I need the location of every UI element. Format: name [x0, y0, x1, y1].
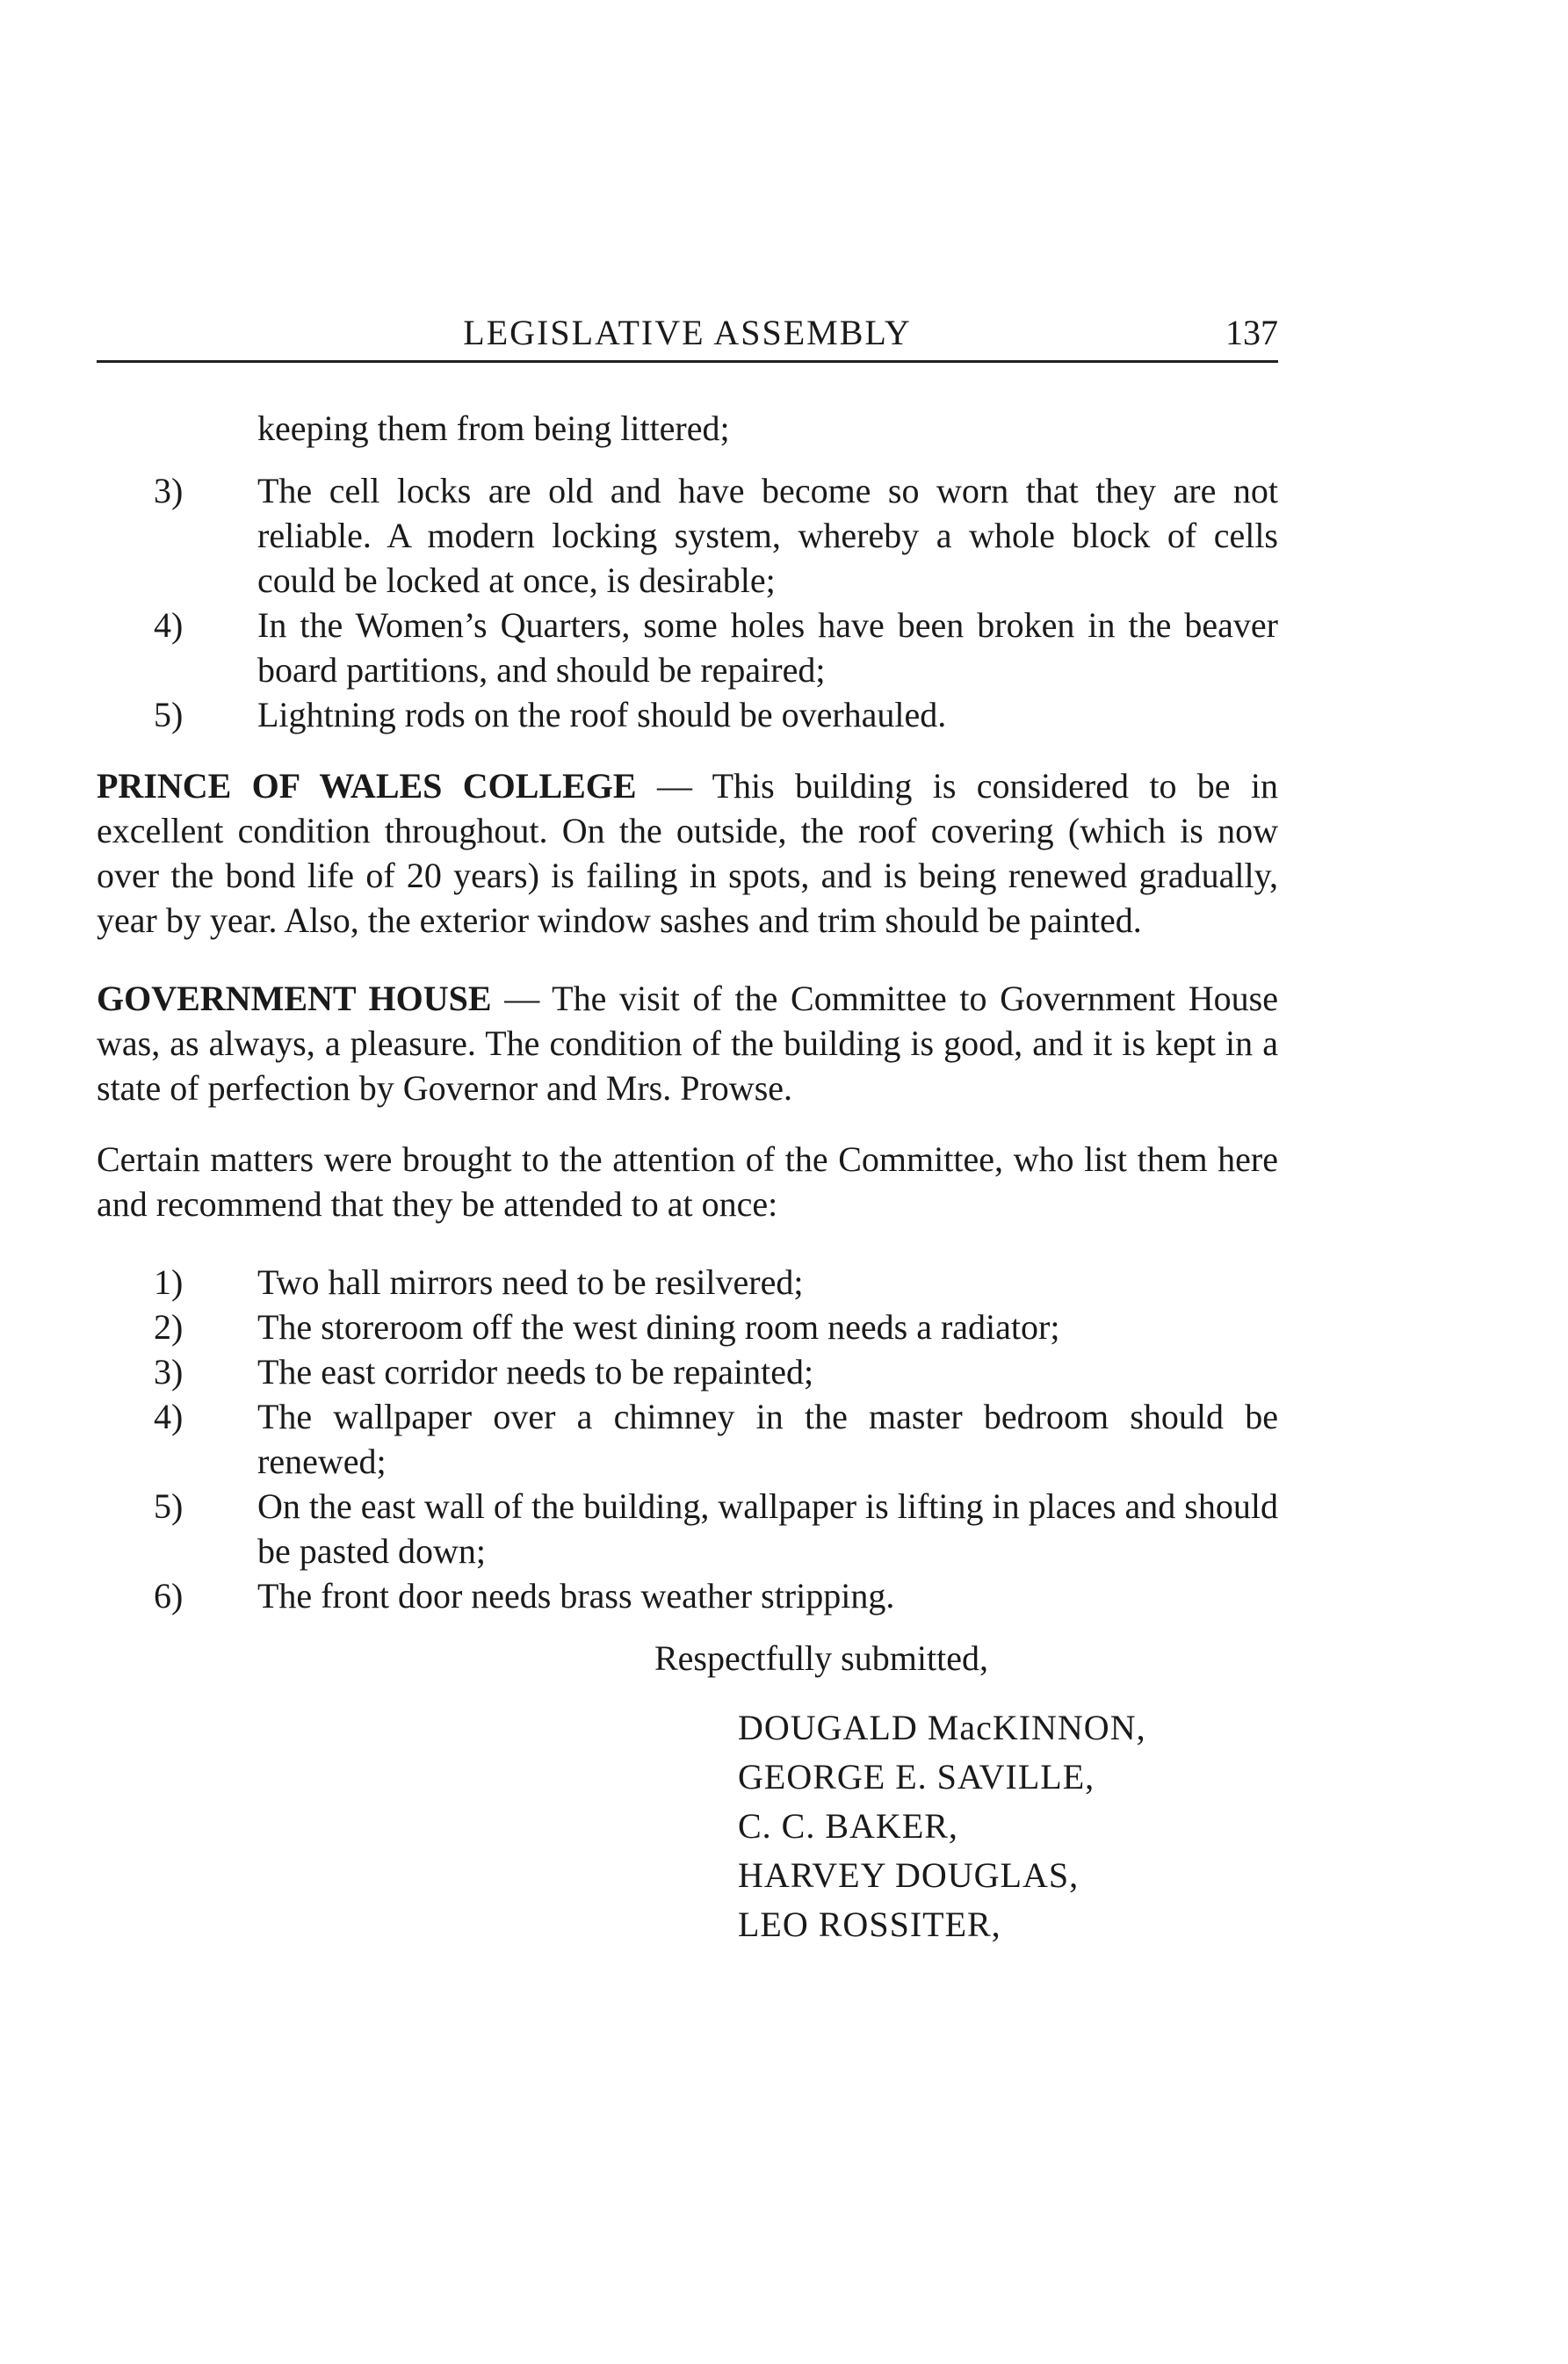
signer-name: LEO ROSSITER,: [738, 1905, 1001, 1944]
list-item: [97, 1394, 1278, 1484]
prince-of-wales-paragraph: [97, 763, 1278, 943]
signer-name: DOUGALD MacKINNON,: [738, 1708, 1146, 1747]
signer-name: GEORGE E. SAVILLE,: [738, 1757, 1095, 1796]
closing-line: Respectfully submitted,: [654, 1638, 988, 1678]
section-heading: PRINCE OF WALES COLLEGE: [97, 766, 637, 806]
matters-intro: Certain matters were brought to the attention of the Committee, who list them here and recommend that they be attended to at once:: [97, 1139, 1278, 1224]
signer-name: C. C. BAKER,: [738, 1806, 958, 1846]
item-number: 1): [154, 1262, 184, 1302]
list-item: [97, 1260, 1278, 1305]
item-text: Lightning rods on the roof should be overhauled.: [257, 695, 947, 734]
list-item: [97, 1573, 1278, 1618]
item-text: The wallpaper over a chimney in the master bedroom should be renewed;: [257, 1397, 1278, 1481]
government-house-paragraph: [97, 976, 1278, 1110]
cell-items-list: [97, 468, 1278, 737]
item-text: The storeroom off the west dining room needs a radiator;: [257, 1307, 1060, 1347]
list-item: [97, 603, 1278, 692]
item-number: 3): [154, 471, 184, 510]
item-number: 4): [154, 1397, 184, 1436]
body-text: [97, 406, 1278, 1949]
list-item: [97, 1305, 1278, 1349]
item-text: The cell locks are old and have become so worn that they are not reliable. A modern locking system, whereby a whole block of cells could be locked at once, is desirable;: [257, 471, 1278, 600]
item-number: 2): [154, 1307, 184, 1347]
item-number: 5): [154, 1486, 184, 1526]
item-number: 6): [154, 1576, 184, 1616]
running-head: LEGISLATIVE ASSEMBLY: [463, 313, 912, 352]
item-text: On the east wall of the building, wallpaper is lifting in places and should be pasted down;: [257, 1486, 1278, 1571]
item-number: 3): [154, 1352, 184, 1392]
list-item: [97, 692, 1278, 737]
signer-name: HARVEY DOUGLAS,: [738, 1855, 1080, 1895]
matters-list: [97, 1260, 1278, 1618]
item-number: 5): [154, 695, 184, 734]
signatories: [738, 1703, 1278, 1949]
section-text: — This building is considered to be in excellent condition throughout. On the outside, the roof covering (which is now over the bond life of 20 years) is failing in spots, and is being renewed gradually, year by year. Also, the exterior window sashes and trim should be painted.: [97, 766, 1279, 940]
continuation-line: keeping them from being littered;: [257, 408, 730, 448]
section-heading: GOVERNMENT HOUSE: [97, 979, 492, 1018]
item-text: Two hall mirrors need to be resilvered;: [257, 1262, 804, 1302]
item-text: The east corridor needs to be repainted;: [257, 1352, 814, 1392]
page-header: [97, 312, 1278, 363]
item-number: 4): [154, 605, 184, 645]
item-text: In the Women’s Quarters, some holes have been broken in the beaver board partitions, and should be repaired;: [257, 605, 1278, 690]
item-text: The front door needs brass weather stripping.: [257, 1576, 895, 1616]
page-number: 137: [1225, 313, 1278, 352]
list-item: [97, 1484, 1278, 1573]
section-text: — The visit of the Committee to Government House was, as always, a pleasure. The condition of the building is good, and it is kept in a state of perfection by Governor and Mrs. Prowse.: [97, 979, 1278, 1108]
list-item: [97, 468, 1278, 603]
list-item: [97, 1349, 1278, 1394]
